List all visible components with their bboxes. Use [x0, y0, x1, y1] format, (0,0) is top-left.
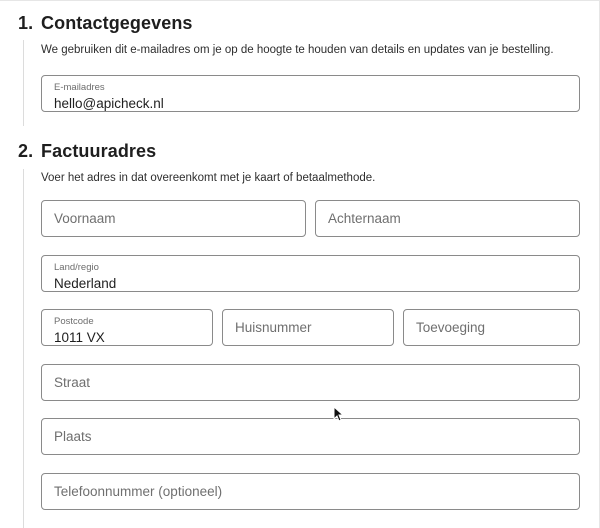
postcode-field[interactable] — [41, 309, 213, 346]
email-value[interactable]: hello@apicheck.nl — [54, 96, 164, 111]
contact-description: We gebruiken dit e-mailadres om je op de hoogte te houden van details en updates van je bestelling. — [41, 44, 554, 56]
billing-section-rail — [23, 169, 24, 528]
addition-field[interactable] — [403, 309, 580, 346]
postcode-value[interactable]: 1011 VX — [54, 330, 105, 345]
phone-placeholder: Telefoonnummer (optioneel) — [54, 484, 223, 499]
first-name-placeholder: Voornaam — [54, 211, 116, 226]
last-name-placeholder: Achternaam — [328, 211, 401, 226]
country-label: Land/regio — [54, 262, 99, 273]
city-field[interactable] — [41, 418, 580, 455]
mouse-pointer-icon — [333, 406, 343, 427]
first-name-field[interactable] — [41, 200, 306, 237]
phone-field[interactable] — [41, 473, 580, 510]
contact-section-number: 1. — [18, 13, 34, 33]
street-placeholder: Straat — [54, 375, 91, 390]
addition-placeholder: Toevoeging — [416, 320, 486, 335]
city-placeholder: Plaats — [54, 429, 92, 444]
billing-section-title: Factuuradres — [41, 141, 157, 161]
contact-section-title: Contactgegevens — [41, 13, 193, 33]
street-field[interactable] — [41, 364, 580, 401]
contact-section-heading — [18, 13, 193, 34]
email-label: E-mailadres — [54, 82, 105, 93]
billing-section-heading — [18, 141, 156, 162]
billing-description: Voer het adres in dat overeenkomt met je kaart of betaalmethode. — [41, 172, 376, 184]
country-select[interactable] — [41, 255, 580, 292]
postcode-label: Postcode — [54, 316, 94, 327]
last-name-field[interactable] — [315, 200, 580, 237]
house-number-placeholder: Huisnummer — [235, 320, 312, 335]
country-value[interactable]: Nederland — [54, 276, 117, 291]
top-divider — [0, 0, 600, 1]
house-number-field[interactable] — [222, 309, 394, 346]
contact-section-rail — [23, 40, 24, 126]
email-field[interactable] — [41, 75, 580, 112]
billing-section-number: 2. — [18, 141, 34, 161]
